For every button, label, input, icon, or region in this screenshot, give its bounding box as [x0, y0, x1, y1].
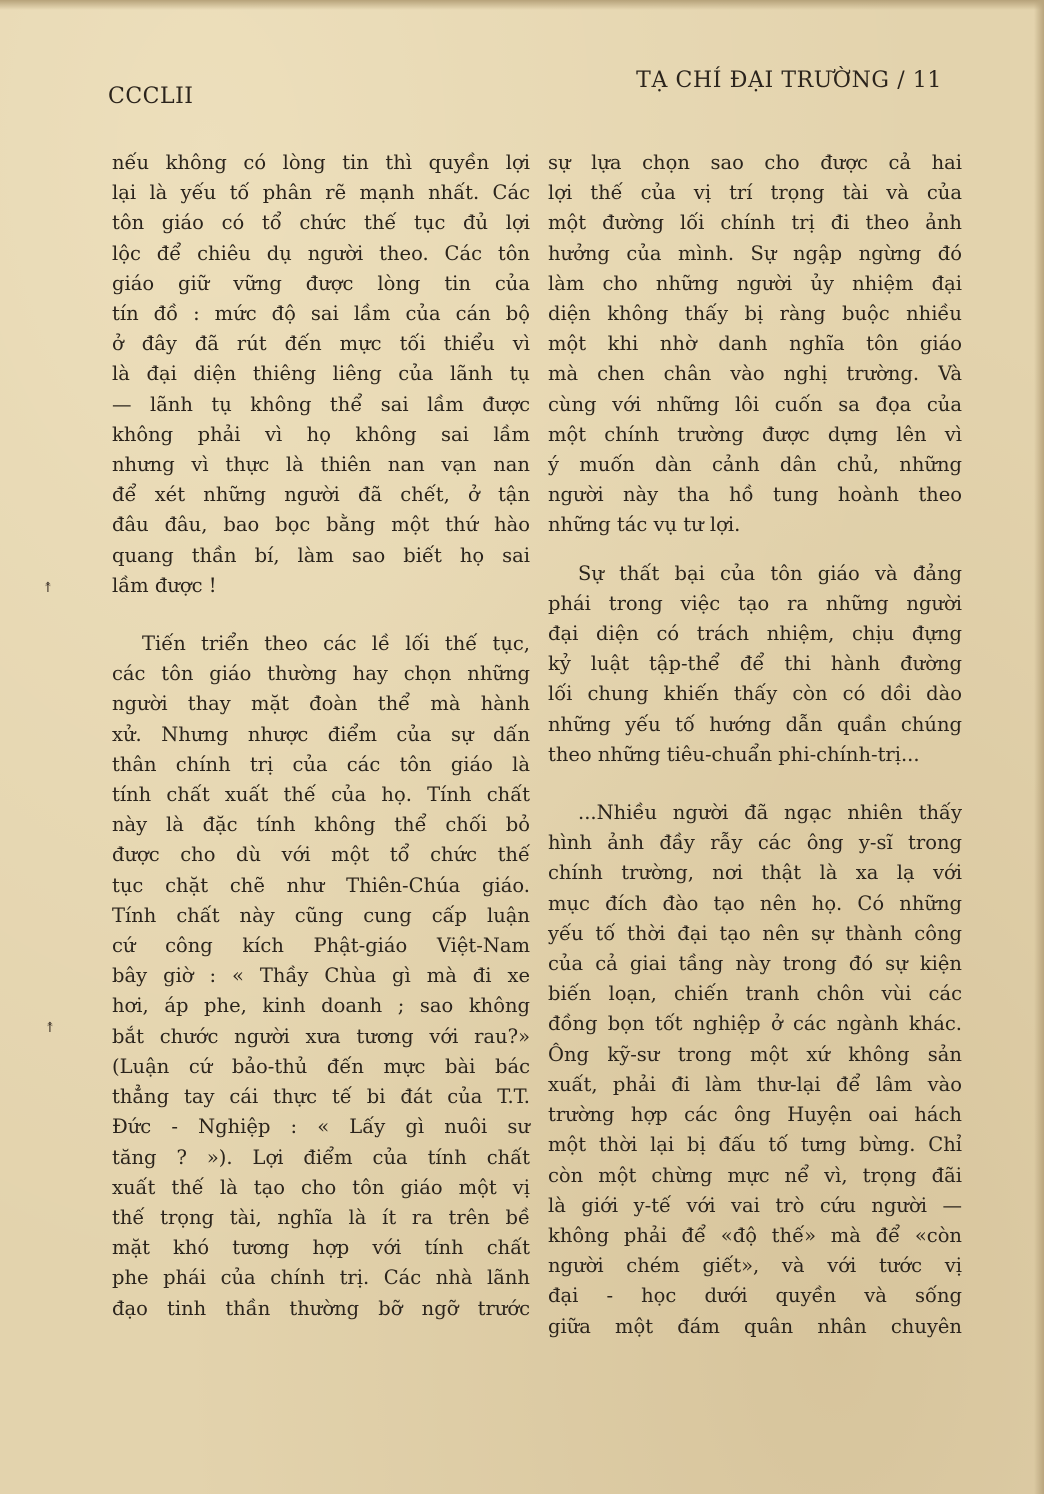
- text-line: không phải vì họ không sai lầm: [112, 422, 530, 446]
- text-line: tục chặt chẽ như Thiên-Chúa giáo.: [112, 873, 530, 897]
- text-line: ...Nhiều người đã ngạc nhiên thấy: [578, 801, 962, 825]
- text-line: lầm được !: [112, 573, 217, 597]
- text-line: hưởng của mình. Sự ngập ngừng đó: [548, 241, 962, 265]
- page-label: CCCLII: [108, 84, 194, 109]
- text-line: người này tha hồ tung hoành theo: [548, 483, 962, 507]
- text-line: để xét những người đã chết, ở tận: [112, 483, 530, 507]
- text-line: thế trọng tài, nghĩa là ít ra trên bề: [112, 1205, 530, 1229]
- text-line: xuất, phải đi làm thư-lại để lâm vào: [548, 1072, 962, 1096]
- text-line: Tính chất này cũng cung cấp luận: [112, 903, 530, 927]
- text-line: được cho dù với một tổ chức thế: [112, 843, 530, 867]
- paragraph: [112, 629, 530, 1324]
- text-line: bây giờ : « Thầy Chùa gì mà đi xe: [112, 964, 530, 988]
- text-line: mặt khó tương hợp với tính chất: [112, 1236, 530, 1260]
- text-line: không phải để «độ thế» mà để «còn: [548, 1223, 962, 1247]
- text-line: kỷ luật tập-thể để thi hành đường: [548, 652, 962, 676]
- text-line: hình ảnh đầy rẫy các ông y-sĩ trong: [548, 831, 962, 855]
- text-line: người chém giết», và với tước vị: [548, 1254, 962, 1278]
- text-line: lối chung khiến thấy còn có dồi dào: [548, 682, 962, 706]
- text-line: ở đây đã rút đến mực tối thiểu vì: [112, 332, 530, 356]
- text-line: thẳng tay cái thực tế bi đát của T.T.: [112, 1085, 530, 1109]
- text-line: hơi, áp phe, kinh doanh ; sao không: [112, 994, 530, 1018]
- text-line: trường hợp các ông Huyện oai hách: [548, 1103, 962, 1127]
- paragraph: [112, 148, 530, 601]
- running-title: TẠ CHÍ ĐẠI TRƯỜNG / 11: [636, 68, 942, 93]
- text-line: lại là yếu tố phân rẽ mạnh nhất. Các: [112, 181, 530, 205]
- text-line: của cả giai tầng này trong đó sự kiện: [548, 952, 962, 976]
- text-line: tính chất xuất thế của họ. Tính chất: [112, 783, 530, 807]
- text-line: đồng bọn tốt nghiệp ở các ngành khác.: [548, 1012, 962, 1036]
- text-line: đạo tinh thần thường bỡ ngỡ trước: [112, 1296, 530, 1320]
- text-line: thân chính trị của các tôn giáo là: [112, 752, 530, 776]
- text-line: phái trong việc tạo ra những người: [548, 591, 962, 615]
- text-line: cùng với những lôi cuốn sa đọa của: [548, 392, 962, 416]
- text-line: ý muốn dàn cảnh dân chủ, những: [548, 453, 962, 477]
- text-line: Sự thất bại của tôn giáo và đảng: [578, 561, 962, 585]
- text-line: bắt chước người xưa tương với rau?»: [112, 1024, 530, 1048]
- text-line: tín đồ : mức độ sai lầm của cán bộ: [112, 302, 530, 326]
- text-line: một thời lại bị đấu tố tưng bừng. Chỉ: [548, 1133, 962, 1157]
- right-column: [548, 148, 962, 1342]
- text-line: nhưng vì thực là thiên nan vạn nan: [112, 453, 530, 477]
- text-line: đại - học dưới quyền và sống: [548, 1284, 962, 1308]
- paragraph: [548, 798, 962, 1342]
- text-line: các tôn giáo thường hay chọn những: [112, 662, 530, 686]
- text-line: Đức - Nghiệp : « Lấy gì nuôi sư: [112, 1115, 530, 1139]
- paragraph: [548, 559, 962, 770]
- text-line: này là đặc tính không thể chối bỏ: [112, 813, 530, 837]
- text-line: một đường lối chính trị đi theo ảnh: [548, 211, 962, 235]
- text-line: Tiến triển theo các lề lối thế tục,: [142, 632, 530, 656]
- text-line: người thay mặt đoàn thể mà hành: [112, 692, 530, 716]
- text-line: là giới y-tế với vai trò cứu người —: [548, 1193, 962, 1217]
- page-edge-right: [1034, 0, 1044, 1494]
- text-line: biến loạn, chiến tranh chôn vùi các: [548, 982, 962, 1006]
- text-line: lộc để chiêu dụ người theo. Các tôn: [112, 241, 530, 265]
- text-line: quang thần bí, làm sao biết họ sai: [112, 543, 530, 567]
- text-line: Ông kỹ-sư trong một xứ không sản: [548, 1042, 962, 1066]
- text-line: một khi nhờ danh nghĩa tôn giáo: [548, 332, 962, 356]
- text-line: là đại diện thiêng liêng của lãnh tụ: [112, 362, 530, 386]
- text-line: lợi thế của vị trí trọng tài và của: [548, 181, 962, 205]
- text-line: phe phái của chính trị. Các nhà lãnh: [112, 1266, 530, 1290]
- text-line: cứ công kích Phật-giáo Việt-Nam: [112, 934, 530, 958]
- text-line: giữa một đám quân nhân chuyên: [548, 1314, 962, 1338]
- text-line: xử. Nhưng nhược điểm của sự dấn: [112, 722, 530, 746]
- text-line: yếu tố thời đại tạo nên sự thành công: [548, 921, 962, 945]
- text-line: làm cho những người ủy nhiệm đại: [548, 271, 962, 295]
- page-edge-top: [0, 0, 1044, 10]
- text-line: một chính trường được dựng lên vì: [548, 422, 962, 446]
- text-line: những tác vụ tư lợi.: [548, 513, 741, 537]
- left-column: [112, 148, 530, 1324]
- text-line: (Luận cứ bảo-thủ đến mực bài bác: [112, 1054, 530, 1078]
- text-line: mục đích đào tạo nên họ. Có những: [548, 891, 962, 915]
- text-line: chính trường, nơi thật là xa lạ với: [548, 861, 962, 885]
- text-line: những yếu tố hướng dẫn quần chúng: [548, 712, 962, 736]
- text-line: đại diện có trách nhiệm, chịu đựng: [548, 622, 962, 646]
- text-line: tôn giáo có tổ chức thế tục đủ lợi: [112, 211, 530, 235]
- text-line: tăng ? »). Lợi điểm của tính chất: [112, 1145, 530, 1169]
- text-line: — lãnh tụ không thể sai lầm được: [112, 392, 530, 416]
- margin-mark: ↟: [42, 580, 54, 596]
- text-line: theo những tiêu-chuẩn phi-chính-trị...: [548, 742, 920, 766]
- text-line: diện không thấy bị ràng buộc nhiều: [548, 302, 962, 326]
- text-line: sự lựa chọn sao cho được cả hai: [548, 151, 962, 174]
- text-line: đâu đâu, bao bọc bằng một thứ hào: [112, 513, 530, 537]
- text-line: xuất thế là tạo cho tôn giáo một vị: [112, 1175, 530, 1199]
- text-line: còn một chừng mực nể vì, trọng đãi: [548, 1163, 962, 1187]
- paragraph: [548, 148, 962, 541]
- text-line: mà chen chân vào nghị trường. Và: [548, 362, 962, 386]
- margin-mark: ↟: [44, 1020, 56, 1036]
- text-line: nếu không có lòng tin thì quyền lợi: [112, 151, 530, 174]
- text-line: giáo giữ vững được lòng tin của: [112, 271, 530, 295]
